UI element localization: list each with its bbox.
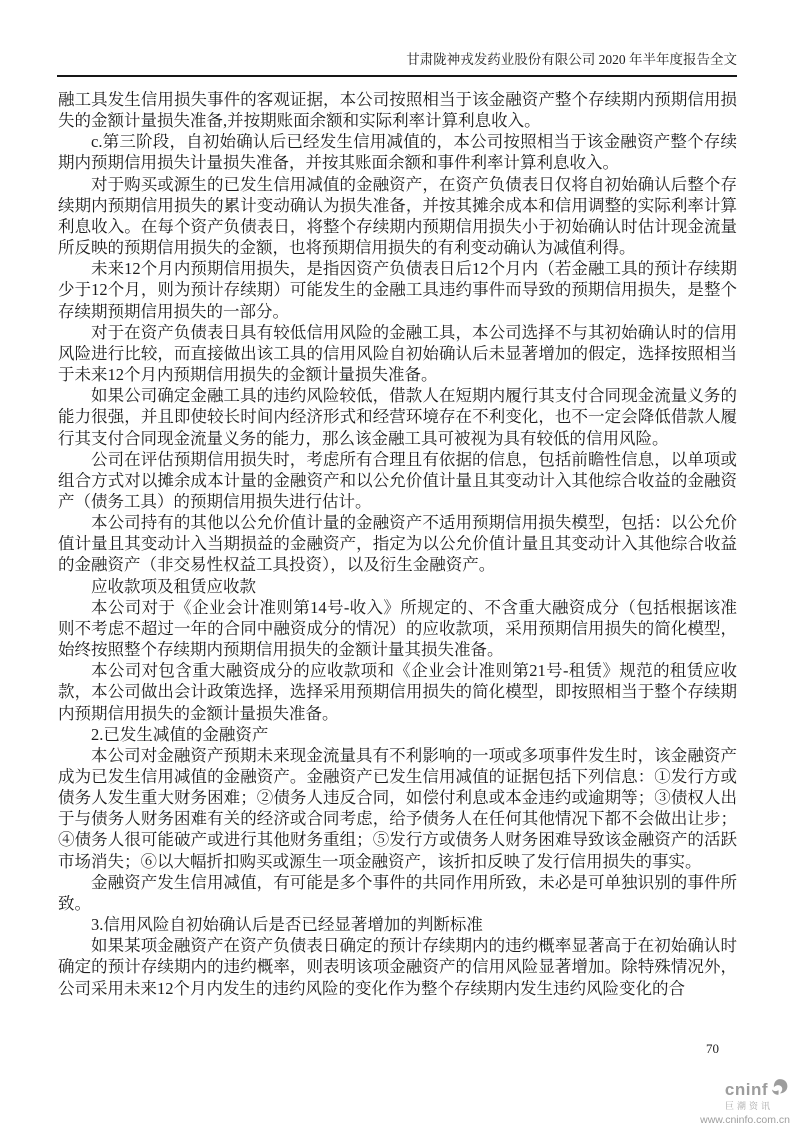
page-header [57,50,737,77]
cninfo-brand-text: cninf [724,1079,768,1099]
section-heading: 应收款项及租赁应收款 [91,576,256,596]
section-heading: 2.已发生减值的金融资产 [91,724,269,744]
document-body [58,89,737,1021]
paragraph: 如果某项金融资产在资产负债表日确定的预计存续期内的违约概率显著高于在初始确认时确定的预计存续期内的违约概率，则表明该项金融资产的信用风险显著增加。除特殊情况外，公司采用未来12个月内发生的违约风险的变化作为整个存续期内发生违约风险变化的合 [58,936,737,998]
paragraph: 对于购买或源生的已发生信用减值的金融资产，在资产负债表日仅将自初始确认后整个存续期内预期信用损失的累计变动确认为损失准备，并按其摊余成本和信用调整的实际利率计算利息收入。在每个资产负债表日，将整个存续期内预期信用损失小于初始确认时估计现金流量所反映的预期信用损失的金额，也将预期信用损失的有利变动确认为减值利得。 [58,174,737,258]
cninfo-url: www.cninfo.com.cn [700,1114,790,1126]
paragraph: 未来12个月内预期信用损失，是指因资产负债表日后12个月内（若金融工具的预计存续期少于12个月，则为预计存续期）可能发生的金融工具违约事件而导致的预期信用损失，是整个存续期预期信用损失的一部分。 [58,259,737,321]
paragraph: 如果公司确定金融工具的违约风险较低，借款人在短期内履行其支付合同现金流量义务的能力很强，并且即使较长时间内经济形式和经营环境存在不利变化，也不一定会降低借款人履行其支付合同现金流量义务的能力，那么该金融工具可被视为具有较低的信用风险。 [58,386,737,448]
paragraph: 本公司对包含重大融资成分的应收款项和《企业会计准则第21号-租赁》规范的租赁应收款，本公司做出会计政策选择，选择采用预期信用损失的简化模型，即按照相当于整个存续期内预期信用损失的金额计量损失准备。 [58,661,737,723]
cninfo-brand-row [660,1078,790,1101]
paragraph: 公司在评估预期信用损失时，考虑所有合理且有依据的信息，包括前瞻性信息，以单项或组合方式对以摊余成本计量的金融资产和以公允价值计量且其变动计入其他综合收益的金融资产（债务工具）的预期信用损失进行估计。 [58,449,737,511]
paragraph: 金融资产发生信用减值，有可能是多个事件的共同作用所致，未必是可单独识别的事件所致。 [58,872,737,913]
paragraph: 对于在资产负债表日具有较低信用风险的金融工具，本公司选择不与其初始确认时的信用风险进行比较，而直接做出该工具的信用风险自初始确认后未显著增加的假定，选择按照相当于未来12个月内预期信用损失的金额计量损失准备。 [58,322,737,385]
cninfo-swirl-icon [770,1078,789,1101]
cninfo-logo [660,1078,790,1127]
page-number: 70 [706,1041,719,1056]
cninfo-chinese-name: 巨潮资讯 [724,1101,773,1111]
paragraph: c.第三阶段，自初始确认后已经发生信用减值的，本公司按照相当于该金融资产整个存续期内预期信用损失计量损失准备，并按其账面余额和事件利率计算利息收入。 [58,132,737,173]
paragraph: 本公司持有的其他以公允价值计量的金融资产不适用预期信用损失模型，包括：以公允价值计量且其变动计入当期损益的金融资产，指定为以公允价值计量且其变动计入其他综合收益的金融资产（非交易性权益工具投资），以及衍生金融资产。 [58,513,737,575]
paragraph: 本公司对于《企业会计准则第14号-收入》所规定的、不含重大融资成分（包括根据该准则不考虑不超过一年的合同中融资成分的情况）的应收款项，采用预期信用损失的简化模型，始终按照整个存续期内预期信用损失的金额计量其损失准备。 [58,597,737,660]
section-heading: 3.信用风险自初始确认后是否已经显著增加的判断标准 [91,915,483,935]
paragraph: 融工具发生信用损失事件的客观证据，本公司按照相当于该金融资产整个存续期内预期信用损失的金额计量损失准备,并按期账面余额和实际利率计算利息收入。 [58,90,737,131]
paragraph: 本公司对金融资产预期未来现金流量具有不利影响的一项或多项事件发生时，该金融资产成为已发生信用减值的金融资产。金融资产已发生信用减值的证据包括下列信息：①发行方或债务人发生重大财务困难；②债务人违反合同，如偿付利息或本金违约或逾期等；③债权人出于与债务人财务困难有关的经济或合同考虑，给予债务人在任何其他情况下都不会做出让步；④债务人很可能破产或进行其他财务重组；⑤发行方或债务人财务困难导致该金融资产的活跃市场消失；⑥以大幅折扣购买或源生一项金融资产，该折扣反映了发行信用损失的事实。 [58,745,737,871]
report-title: 甘肃陇神戎发药业股份有限公司 2020 年半年度报告全文 [406,52,737,67]
